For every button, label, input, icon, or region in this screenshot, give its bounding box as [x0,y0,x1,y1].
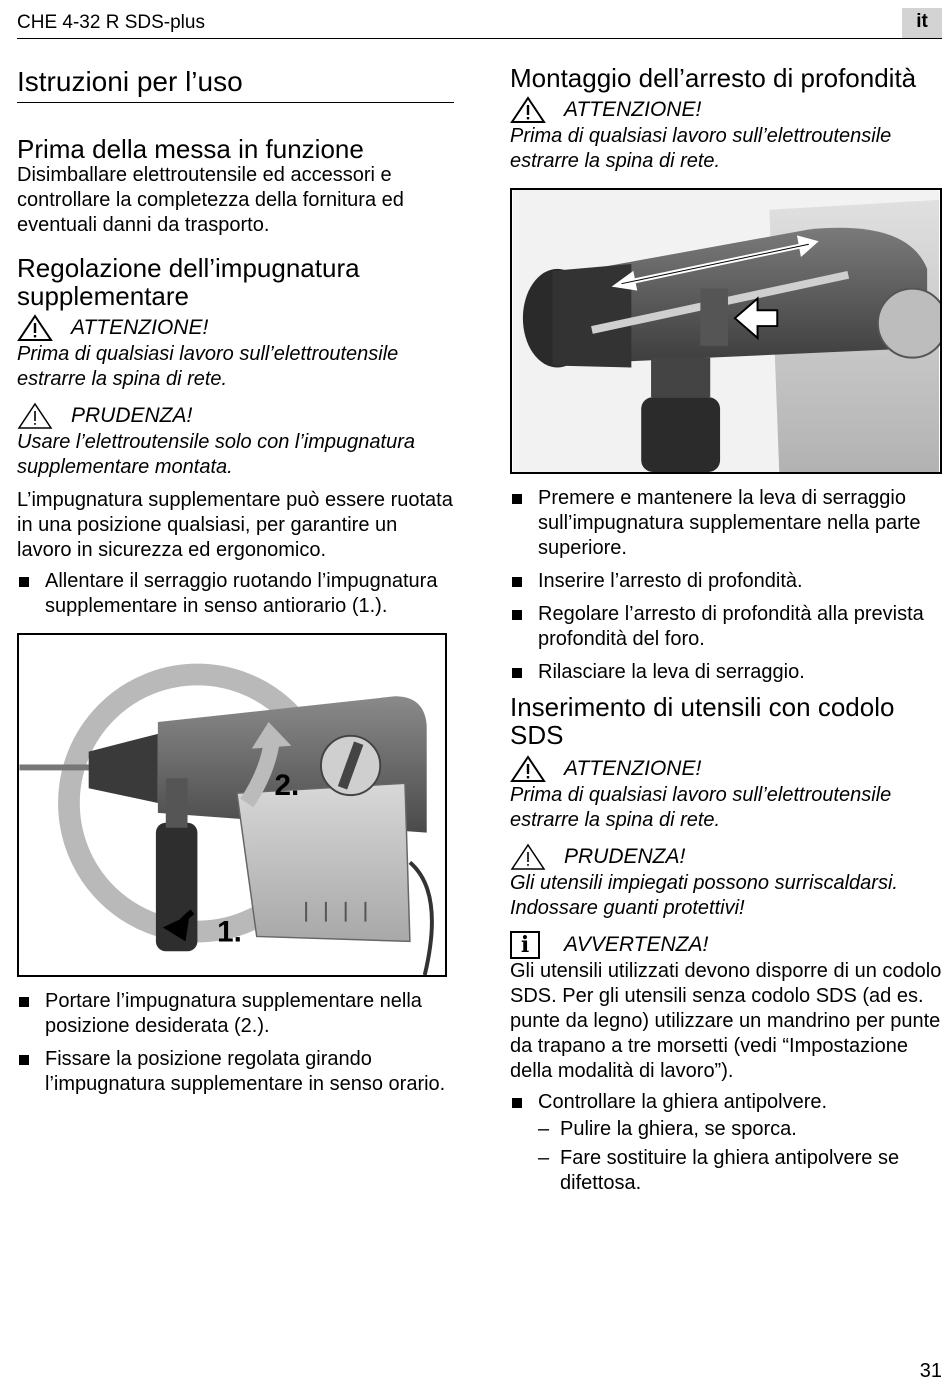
bullet-list [17,569,454,619]
caution-label: PRUDENZA! [564,845,686,868]
list-item-text: Controllare la ghiera antipolvere. [538,1091,828,1113]
caution-text: Usare l’elettroutensile solo con l’impugnatura supplementare montata. [17,431,415,478]
section-title-aux-handle: Regolazione dell’impugnatura supplementare [17,253,360,311]
list-item: Allentare il serraggio ruotando l’impugnatura supplementare in senso antiorario (1.). [17,569,454,619]
right-column [510,60,942,1200]
figure-label-step-2: 2. [274,769,300,803]
warning-text: Prima di qualsiasi lavoro sull’elettroutensile estrarre la spina di rete. [17,343,399,390]
warning-triangle-icon [510,96,546,124]
caution-header [17,402,454,430]
bullet-list [17,989,454,1097]
figure-aux-handle [17,633,447,977]
dash-item: – Fare sostituire la ghiera antipolvere se difettosa. [538,1146,942,1196]
list-item [510,1090,942,1115]
figure-label-step-1: 1. [217,915,242,949]
list-item: Regolare l’arresto di profondità alla prevista profondità del foro. [510,602,942,652]
main-title: Istruzioni per l’uso [17,66,454,103]
caution-text: Gli utensili impiegati possono surriscaldarsi. Indossare guanti protettivi! [510,872,898,919]
notice-text: Gli utensili utilizzati devono disporre di un codolo SDS. Per gli utensili senza codolo SDS (ad es. punte da legno) utilizzare un mandrino per punte da trapano a tre morsetti (vedi “Impostazione della modalità di lavoro”). [510,960,942,1082]
warning-label: ATTENZIONE! [564,757,702,780]
dash-item: – Pulire la ghiera, se sporca. [538,1117,942,1142]
section-body-before-use: Disimballare elettroutensile ed accessori e controllare la completezza della fornitura ed eventuali danni da trasporto. [17,164,404,236]
caution-triangle-icon [17,402,53,430]
section-title-sds-tools: Inserimento di utensili con codolo SDS [510,692,895,750]
warning-header [17,314,454,342]
warning-label: ATTENZIONE! [71,316,209,339]
document-title: CHE 4-32 R SDS-plus [17,12,205,33]
bullet-list [510,1090,942,1115]
warning-triangle-icon [510,755,546,783]
section-title-before-use: Prima della messa in funzione [17,134,364,164]
warning-triangle-icon [17,314,53,342]
page-header [17,8,942,39]
warning-header [510,96,942,124]
figure-depth-stop [510,188,942,474]
warning-text: Prima di qualsiasi lavoro sull’elettroutensile estrarre la spina di rete. [510,784,892,831]
notice-header [510,931,942,959]
list-item: Inserire l’arresto di profondità. [510,569,942,594]
caution-label: PRUDENZA! [71,404,193,427]
notice-label: AVVERTENZA! [564,933,709,956]
bullet-list [510,486,942,685]
section-title-depth-stop: Montaggio dell’arresto di profondità [510,63,917,93]
warning-label: ATTENZIONE! [564,98,702,121]
warning-text: Prima di qualsiasi lavoro sull’elettroutensile estrarre la spina di rete. [510,125,892,172]
left-column [17,60,454,1105]
dash-list [538,1117,942,1196]
drill-handle-illustration [19,635,445,975]
info-icon: i [510,931,540,959]
list-item: Portare l’impugnatura supplementare nella posizione desiderata (2.). [17,989,454,1039]
warning-header [510,755,942,783]
depth-stop-illustration [512,190,940,472]
list-item: Premere e mantenere la leva di serraggio sull’impugnatura supplementare nella parte superiore. [510,486,942,561]
language-tab: it [902,8,942,38]
list-item: Fissare la posizione regolata girando l’impugnatura supplementare in senso orario. [17,1047,454,1097]
aux-handle-body: L’impugnatura supplementare può essere ruotata in una posizione qualsiasi, per garantire un lavoro in sicurezza ed ergonomico. [17,489,453,561]
caution-triangle-icon [510,843,546,871]
caution-header [510,843,942,871]
page-number: 31 [919,1360,942,1382]
list-item: Rilasciare la leva di serraggio. [510,660,942,685]
